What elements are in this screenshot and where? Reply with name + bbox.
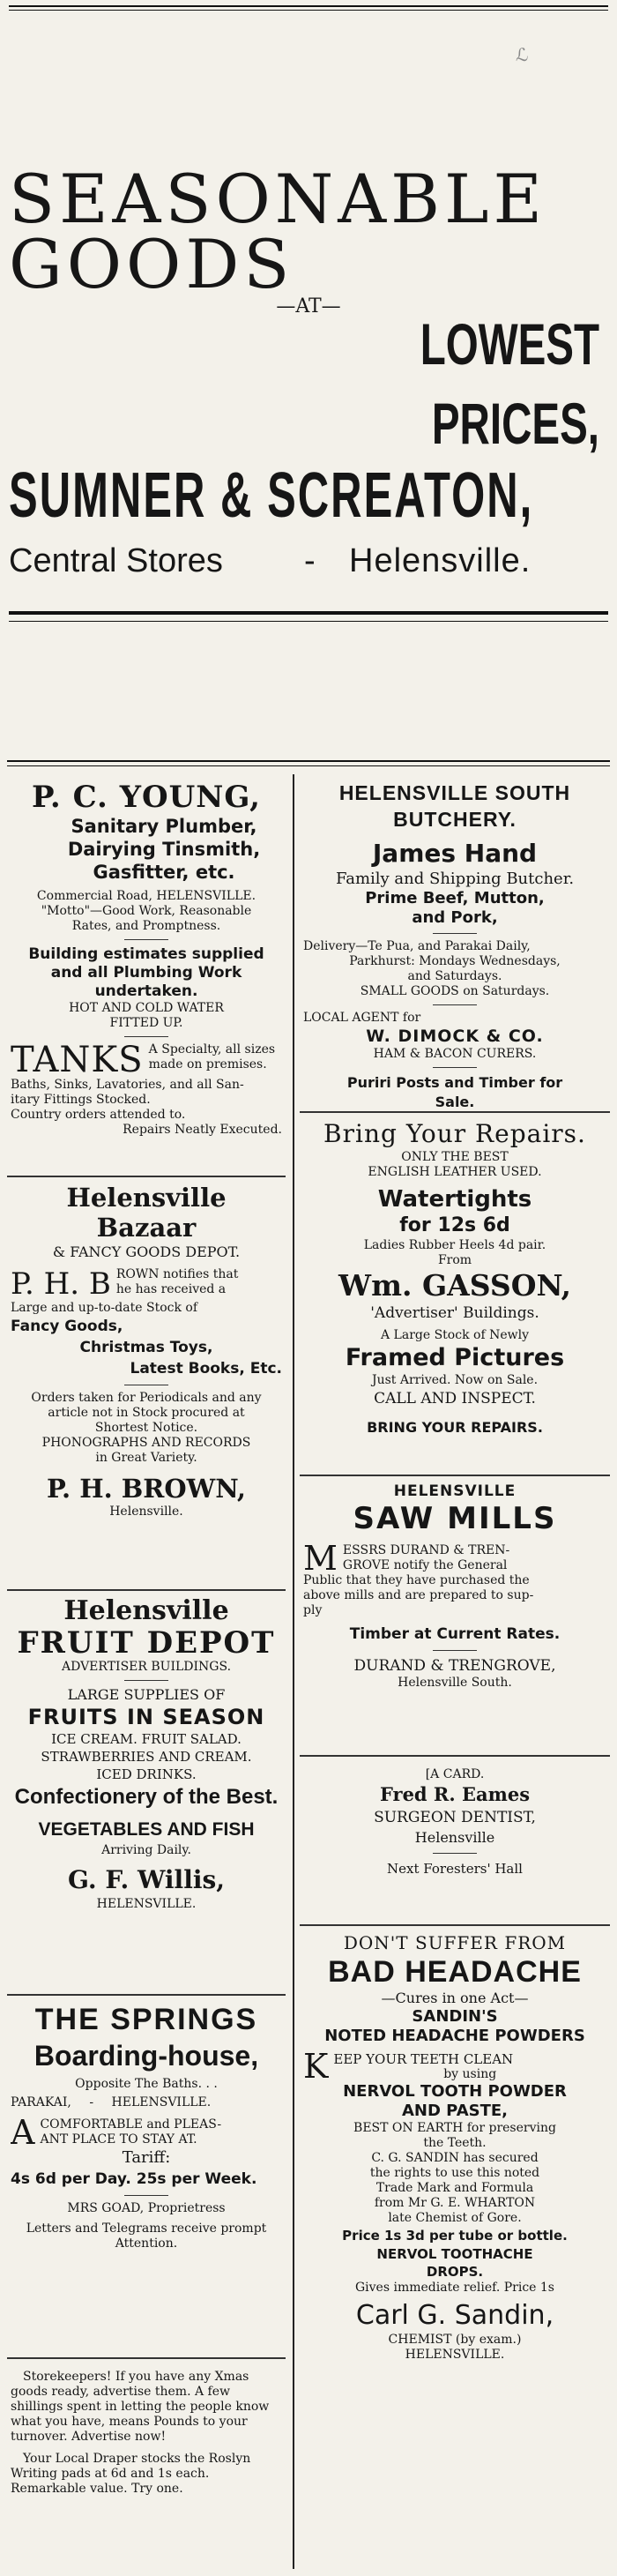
gasson-line-4: A Large Stock of Newly [381,1328,529,1342]
gasson-framed: Framed Pictures [345,1344,565,1371]
young-motto-2: Rates, and Promptness. [71,919,221,933]
gasson-name: Wm. GASSON, [338,1268,571,1303]
fruit-separator [124,1680,168,1681]
bottom-rule-thin [9,621,608,622]
bazaar-orders-5: in Great Variety. [95,1451,197,1465]
mills-signature: DURAND & TRENGROVE, [353,1657,556,1675]
butchery-title-1: HELENSVILLE SOUTH [338,781,571,804]
bottom-rule [9,611,608,615]
store-name: Central Stores [9,542,223,579]
ad-bazaar [7,1177,286,1591]
butchery-separator [433,933,477,934]
mills-signature-town: Helensville South. [398,1676,512,1690]
butchery-delivery-1: Delivery—Te Pua, and Parakai Daily, [303,939,531,953]
gasson-line-2: ENGLISH LEATHER USED. [368,1165,542,1179]
store-dash: - [304,542,316,579]
bazaar-goods-3: Latest Books, Etc. [130,1360,282,1378]
columns-top-rule-thin [7,765,610,766]
headline-seasonable: SEASONABLE [9,160,546,238]
young-water-2: FITTED UP. [109,1016,183,1030]
springs-comfort-2: ANT PLACE TO STAY AT. [40,2132,197,2147]
fruit-line-2: FRUITS IN SEASON [27,1705,265,1729]
storekeepers-paragraph-2: Your Local Draper stocks the Roslyn Writing pads at 6d and 1s each. Remarkable value. Try one. [11,2452,251,2496]
butchery-delivery-2: Parkhurst: Mondays Wednesdays, [349,954,561,968]
mills-title-2: SAW MILLS [353,1501,557,1536]
main-advertisement [0,0,617,750]
fruit-title-2: FRUIT DEPOT [17,1625,276,1661]
sandin-header-2: BAD HEADACHE [328,1955,582,1989]
young-tanks-text-2: made on premises. [148,1057,267,1071]
sandin-keep-2: by using [443,2067,497,2081]
bazaar-title-2: Bazaar [96,1213,197,1243]
young-trade-2: Dairying Tinsmith, [67,839,261,860]
gasson-line-5: Just Arrived. Now on Sale. [371,1373,539,1387]
springs-letters: Letters and Telegrams receive prompt [26,2221,267,2236]
bazaar-orders-2: article not in Stock procured at [48,1406,245,1420]
bazaar-notice-1: ROWN notifies that [115,1267,239,1281]
young-address: Commercial Road, HELENSVILLE. [36,889,256,903]
bazaar-goods-2: Christmas Toys, [79,1339,213,1356]
dentist-separator [433,1853,477,1854]
bazaar-signature: P. H. BROWN, [47,1474,246,1504]
butchery-dimock: W. DIMOCK & CO. [366,1027,544,1046]
mills-text-2: GROVE notify the General [342,1558,508,1572]
storekeepers-paragraph-1: Storekeepers! If you have any Xmas goods ready, advertise them. A few shillings spent in letting the people know what you have, means Pounds to your turnover. Advertise now! [11,2370,270,2444]
mills-text-4: above mills and are prepared to sup- [303,1588,534,1602]
sandin-keep-5: BEST ON EARTH for preserving [353,2121,556,2135]
sandin-drops-1: NERVOL TOOTHACHE [376,2246,533,2262]
young-tanks-text-4: itary Fittings Stocked. [11,1093,151,1107]
top-rule-thin [9,10,608,11]
bazaar-subtitle: & FANCY GOODS DEPOT. [52,1243,241,1260]
mills-separator [433,1650,477,1651]
fruit-line-4: STRAWBERRIES AND CREAM. [41,1749,252,1765]
headline-lowest-prices: LOWEST PRICES, [420,311,599,456]
sandin-keep-7: C. G. SANDIN has secured [371,2151,539,2165]
bazaar-orders-3: Shortest Notice. [94,1421,198,1435]
young-tanks-text-5: Country orders attended to. [11,1108,186,1122]
springs-separator [124,2195,168,2196]
sandin-relief: Gives immediate relief. Price 1s [354,2281,554,2295]
mills-timber: Timber at Current Rates. [349,1625,561,1643]
gasson-line-7: BRING YOUR REPAIRS. [367,1419,543,1436]
mills-text-3: Public that they have purchased the [303,1573,530,1587]
young-separator [124,939,168,940]
fruit-line-7: VEGETABLES AND FISH [38,1819,255,1840]
butchery-delivery-4: SMALL GOODS on Saturdays. [360,984,550,998]
young-building-3: undertaken. [94,982,198,1000]
sandin-keep-6: the Teeth. [423,2136,487,2150]
advert-columns [7,774,610,2569]
mills-text-5: ply [303,1603,323,1617]
dentist-name: Fred R. Eames [379,1783,531,1805]
fruit-signature: G. F. Willis, [68,1865,225,1894]
sandin-keep-9: Trade Mark and Formula [375,2181,534,2195]
gasson-title: Bring Your Repairs. [323,1119,586,1148]
springs-drop-cap: A [11,2117,35,2147]
bazaar-signature-town: Helensville. [109,1505,183,1519]
butchery-agent: LOCAL AGENT for [303,1011,421,1025]
fruit-line-6: Confectionery of the Best. [14,1785,279,1809]
springs-tariff: Tariff: [122,2148,171,2167]
young-tanks: TANKS [11,1042,144,1078]
dentist-town: Helensville [414,1829,495,1846]
bazaar-notice-2: he has received a [115,1282,227,1296]
springs-town: HELENSVILLE. [111,2095,212,2109]
butchery-title-2: BUTCHERY. [393,808,517,831]
bazaar-title-1: Helensville [66,1183,227,1213]
young-building-1: Building estimates supplied [28,945,264,963]
young-motto-1: "Motto"—Good Work, Reasonable [41,904,252,918]
gasson-buildings: 'Advertiser' Buildings. [370,1304,539,1322]
springs-place: PARAKAI, [11,2095,71,2109]
springs-attention: Attention. [115,2236,178,2251]
butchery-puriri-1: Puriri Posts and Timber for [346,1074,563,1091]
ad-storekeepers [7,2359,286,2553]
dentist-next: Next Foresters' Hall [387,1861,523,1877]
young-trade-1: Sanitary Plumber, [71,816,257,837]
butchery-name: James Hand [372,839,538,868]
sandin-keep-10: from Mr G. E. WHARTON [374,2196,536,2210]
sandin-header-3: —Cures in one Act— [381,1990,529,2006]
firm-name: SUMNER & SCREATON, [9,460,534,531]
fruit-line-3: ICE CREAM. FRUIT SALAD. [51,1731,242,1747]
sandin-keep-8: the rights to use this noted [369,2166,540,2180]
gasson-watertights: Watertights [377,1186,532,1213]
columns-top-rule [7,760,610,762]
springs-title-2: Boarding-house, [33,2040,259,2072]
sandin-header-4: SANDIN'S [412,2007,498,2026]
sandin-header-5: NOTED HEADACHE POWDERS [324,2027,585,2045]
young-trade-3: Gasfitter, etc. [93,862,235,883]
bazaar-orders-4: PHONOGRAPHS AND RECORDS [41,1436,251,1450]
ad-sandin [300,1926,610,2543]
top-rule [9,5,608,7]
springs-opposite: Opposite The Baths. . . [75,2077,218,2091]
ad-saw-mills [300,1476,610,1757]
ad-gasson [300,1113,610,1476]
young-water-1: HOT AND COLD WATER [69,1001,224,1015]
headline-goods: GOODS [9,225,294,303]
gasson-line-1: ONLY THE BEST [401,1150,509,1164]
sandin-signature-town: HELENSVILLE. [405,2348,505,2362]
springs-rate: 4s 6d per Day. 25s per Week. [11,2170,257,2188]
dentist-title: SURGEON DENTIST, [374,1809,536,1826]
fruit-line-8: Arriving Daily. [101,1843,191,1857]
gasson-price: for 12s 6d [399,1214,510,1236]
sandin-signature: Carl G. Sandin, [355,2300,554,2331]
sandin-drop-cap: K [303,2051,329,2082]
left-column [7,774,286,2553]
sandin-keep-11: late Chemist of Gore. [388,2211,522,2225]
right-column [300,774,610,2543]
springs-place-dash: - [89,2095,94,2109]
young-separator-2 [124,1036,168,1037]
butchery-separator-3 [433,1067,477,1068]
mills-text-1: ESSRS DURAND & TREN- [342,1543,510,1557]
sandin-header-1: DON'T SUFFER FROM [343,1932,567,1953]
young-building-2: and all Plumbing Work [50,964,242,982]
butchery-puriri-2: Sale. [435,1094,475,1110]
mills-drop-cap: M [303,1543,338,1573]
column-divider [293,774,294,2569]
dentist-card: [A CARD. [425,1767,485,1781]
ad-dentist [300,1757,610,1926]
gasson-line-3: Ladies Rubber Heels 4d pair. [363,1238,546,1252]
sandin-chemist: CHEMIST (by exam.) [388,2333,522,2347]
sandin-keep-1: EEP YOUR TEETH CLEAN [333,2051,514,2067]
fruit-line-1: LARGE SUPPLIES OF [67,1686,226,1703]
ad-springs [7,1996,286,2359]
springs-title-1: THE SPRINGS [34,2003,258,2036]
fruit-signature-town: HELENSVILLE. [96,1897,197,1911]
springs-comfort-1: COMFORTABLE and PLEAS- [40,2117,222,2132]
bazaar-initials: P. H. B [11,1267,111,1301]
sandin-drops-2: DROPS. [426,2264,484,2280]
butchery-prime-1: Prime Beef, Mutton, [365,889,545,907]
young-tanks-text-1: A Specialty, all sizes [148,1042,276,1057]
young-tanks-text-6: Repairs Neatly Executed. [123,1123,282,1137]
gasson-from: From [437,1253,472,1267]
butchery-ham: HAM & BACON CURERS. [373,1047,537,1061]
butchery-prime-2: and Pork, [412,908,498,927]
bazaar-goods-1: Fancy Goods, [11,1318,123,1335]
springs-proprietress: MRS GOAD, Proprietress [67,2201,226,2215]
masthead-mark: ℒ [516,44,529,65]
young-name: P. C. YOUNG, [31,780,262,815]
young-tanks-text-3: Baths, Sinks, Lavatories, and all San- [11,1078,244,1092]
sandin-keep-3: NERVOL TOOTH POWDER [343,2082,567,2101]
butchery-separator-2 [433,1004,477,1005]
butchery-delivery-3: and Saturdays. [407,969,502,983]
fruit-subtitle: ADVERTISER BUILDINGS. [61,1660,232,1674]
ad-butchery [300,774,610,1113]
fruit-title-1: Helensville [63,1595,229,1626]
ad-young [7,774,286,1177]
sandin-price: Price 1s 3d per tube or bottle. [342,2228,568,2244]
bazaar-orders-1: Orders taken for Periodicals and any [31,1391,262,1405]
bazaar-notice-3: Large and up-to-date Stock of [11,1301,198,1315]
gasson-line-6: CALL AND INSPECT. [374,1390,536,1407]
fruit-line-5: ICED DRINKS. [96,1766,197,1782]
sandin-keep-4: AND PASTE, [401,2102,509,2120]
ad-fruit-depot [7,1591,286,1996]
headline-at: —AT— [276,295,341,317]
butchery-trade: Family and Shipping Butcher. [335,870,575,888]
mills-title-1: HELENSVILLE [393,1482,517,1500]
store-town: Helensville. [349,542,532,579]
